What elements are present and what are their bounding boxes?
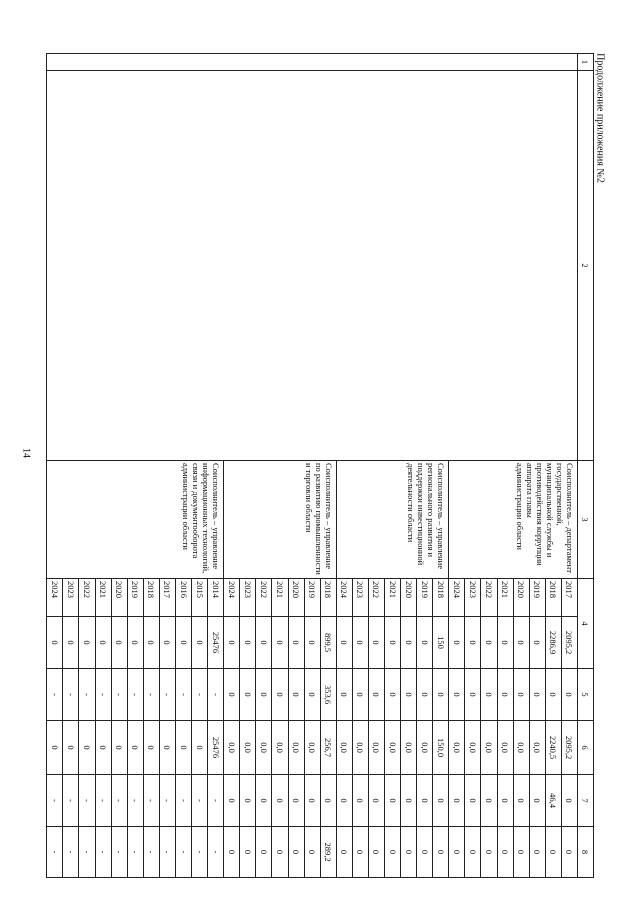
column-2-cell <box>47 71 578 461</box>
value-cell: - <box>175 775 191 827</box>
column-number: 2 <box>577 71 593 461</box>
value-cell: 0 <box>513 827 529 878</box>
value-cell: 0 <box>192 721 208 775</box>
year-cell: 2018 <box>143 579 159 617</box>
value-cell: 0,0 <box>352 721 368 775</box>
column-number: 5 <box>577 669 593 721</box>
value-cell: 0 <box>272 617 288 669</box>
value-cell: - <box>192 827 208 878</box>
value-cell: 0 <box>545 827 561 878</box>
value-cell: 0 <box>175 617 191 669</box>
value-cell: 0 <box>401 775 417 827</box>
value-cell: 0 <box>336 617 352 669</box>
value-cell: 0 <box>529 617 545 669</box>
value-cell: 46,4 <box>545 775 561 827</box>
value-cell: 0 <box>127 617 143 669</box>
value-cell: - <box>175 827 191 878</box>
value-cell: 0,0 <box>465 721 481 775</box>
value-cell: 0 <box>481 617 497 669</box>
year-cell: 2022 <box>79 579 95 617</box>
value-cell: 25476 <box>208 721 224 775</box>
value-cell: 0 <box>288 827 304 878</box>
year-cell: 2017 <box>561 579 577 617</box>
value-cell: 0 <box>288 617 304 669</box>
value-cell: - <box>47 775 63 827</box>
value-cell: 0,0 <box>224 721 240 775</box>
value-cell: 0 <box>175 721 191 775</box>
year-cell: 2018 <box>433 579 449 617</box>
value-cell: 0 <box>111 721 127 775</box>
value-cell: 0 <box>288 775 304 827</box>
value-cell: - <box>95 775 111 827</box>
year-cell: 2021 <box>95 579 111 617</box>
value-cell: - <box>79 827 95 878</box>
value-cell: - <box>47 827 63 878</box>
value-cell: 0 <box>481 669 497 721</box>
year-cell: 2020 <box>288 579 304 617</box>
column-1-cell <box>47 54 578 71</box>
value-cell: 0 <box>481 827 497 878</box>
value-cell: 0 <box>47 617 63 669</box>
value-cell: 0 <box>352 669 368 721</box>
value-cell: 0 <box>449 617 465 669</box>
year-cell: 2020 <box>401 579 417 617</box>
value-cell: 0 <box>449 669 465 721</box>
value-cell: 0 <box>224 775 240 827</box>
value-cell: 0 <box>352 617 368 669</box>
table-row <box>561 54 577 878</box>
value-cell: 0 <box>368 775 384 827</box>
appendix-continuation-note: Продолжение приложения №2 <box>594 53 606 183</box>
value-cell: 0 <box>561 669 577 721</box>
value-cell: 0 <box>240 617 256 669</box>
value-cell: - <box>208 775 224 827</box>
value-cell: 0 <box>47 721 63 775</box>
value-cell: 0 <box>352 775 368 827</box>
year-cell: 2015 <box>192 579 208 617</box>
year-cell: 2014 <box>208 579 224 617</box>
value-cell: 0 <box>256 669 272 721</box>
value-cell: 0 <box>513 617 529 669</box>
value-cell: 0 <box>304 617 320 669</box>
value-cell: 0,0 <box>368 721 384 775</box>
value-cell: 0 <box>497 669 513 721</box>
value-cell: 0 <box>336 775 352 827</box>
value-cell: 0 <box>352 827 368 878</box>
rotated-table-container <box>46 53 594 877</box>
value-cell: 0 <box>433 775 449 827</box>
value-cell: 0 <box>256 775 272 827</box>
value-cell: 0 <box>401 617 417 669</box>
value-cell: 0 <box>63 721 79 775</box>
value-cell: 2095,2 <box>561 721 577 775</box>
value-cell: 0 <box>497 617 513 669</box>
value-cell: - <box>79 669 95 721</box>
year-cell: 2017 <box>159 579 175 617</box>
value-cell: 0,0 <box>240 721 256 775</box>
year-cell: 2018 <box>545 579 561 617</box>
year-cell: 2022 <box>481 579 497 617</box>
value-cell: 0 <box>127 721 143 775</box>
value-cell: 0 <box>159 617 175 669</box>
value-cell: 0 <box>79 617 95 669</box>
value-cell: 0 <box>529 775 545 827</box>
year-cell: 2024 <box>224 579 240 617</box>
column-number: 7 <box>577 775 593 827</box>
year-cell: 2023 <box>63 579 79 617</box>
value-cell: - <box>111 827 127 878</box>
value-cell: 0 <box>497 775 513 827</box>
value-cell: 0 <box>95 721 111 775</box>
column-number: 1 <box>577 54 593 71</box>
year-cell: 2019 <box>417 579 433 617</box>
value-cell: 0 <box>192 617 208 669</box>
table-body <box>47 54 594 878</box>
value-cell: 0 <box>449 827 465 878</box>
value-cell: 150 <box>433 617 449 669</box>
value-cell: 2240,5 <box>545 721 561 775</box>
value-cell: 0 <box>561 827 577 878</box>
value-cell: 899,5 <box>320 617 336 669</box>
value-cell: 0 <box>513 775 529 827</box>
year-cell: 2024 <box>336 579 352 617</box>
value-cell: - <box>63 775 79 827</box>
value-cell: - <box>95 827 111 878</box>
value-cell: 0 <box>384 775 400 827</box>
value-cell: 0 <box>513 669 529 721</box>
year-cell: 2020 <box>111 579 127 617</box>
value-cell: 0,0 <box>304 721 320 775</box>
year-cell: 2021 <box>384 579 400 617</box>
year-cell: 2021 <box>272 579 288 617</box>
value-cell: 0 <box>304 827 320 878</box>
value-cell: 0 <box>240 827 256 878</box>
value-cell: - <box>175 669 191 721</box>
value-cell: 353,6 <box>320 669 336 721</box>
year-cell: 2019 <box>304 579 320 617</box>
value-cell: 0 <box>368 827 384 878</box>
value-cell: 0 <box>465 617 481 669</box>
value-cell: 0,0 <box>417 721 433 775</box>
value-cell: 0 <box>417 669 433 721</box>
value-cell: 0 <box>465 669 481 721</box>
value-cell: - <box>95 669 111 721</box>
value-cell: - <box>192 775 208 827</box>
value-cell: 0 <box>481 775 497 827</box>
year-cell: 2023 <box>352 579 368 617</box>
year-cell: 2016 <box>175 579 191 617</box>
value-cell: 0,0 <box>481 721 497 775</box>
year-cell: 2019 <box>529 579 545 617</box>
value-cell: - <box>47 669 63 721</box>
value-cell: 0 <box>384 827 400 878</box>
value-cell: 0 <box>545 669 561 721</box>
year-cell: 2023 <box>240 579 256 617</box>
value-cell: 2286,9 <box>545 617 561 669</box>
value-cell: 0,0 <box>288 721 304 775</box>
value-cell: 0 <box>449 775 465 827</box>
value-cell: 0 <box>288 669 304 721</box>
value-cell: 0,0 <box>256 721 272 775</box>
value-cell: 0 <box>256 827 272 878</box>
value-cell: - <box>127 669 143 721</box>
value-cell: - <box>127 827 143 878</box>
value-cell: - <box>127 775 143 827</box>
column-number-row <box>577 54 593 878</box>
value-cell: 0 <box>95 617 111 669</box>
value-cell: 0,0 <box>272 721 288 775</box>
value-cell: 0 <box>465 775 481 827</box>
value-cell: 0 <box>433 827 449 878</box>
value-cell: 0,0 <box>513 721 529 775</box>
column-number: 4 <box>577 579 593 669</box>
value-cell: 0 <box>79 721 95 775</box>
year-cell: 2020 <box>513 579 529 617</box>
value-cell: 0 <box>256 617 272 669</box>
year-cell: 2023 <box>465 579 481 617</box>
value-cell: 25476 <box>208 617 224 669</box>
value-cell: - <box>159 827 175 878</box>
value-cell: - <box>63 669 79 721</box>
value-cell: 0,0 <box>384 721 400 775</box>
year-cell: 2019 <box>127 579 143 617</box>
value-cell: 0 <box>304 775 320 827</box>
value-cell: 0 <box>336 827 352 878</box>
value-cell: 0 <box>240 669 256 721</box>
value-cell: - <box>159 775 175 827</box>
value-cell: 0 <box>561 775 577 827</box>
value-cell: 0 <box>529 827 545 878</box>
column-number: 8 <box>577 827 593 878</box>
value-cell: 0 <box>529 669 545 721</box>
value-cell: 0,0 <box>449 721 465 775</box>
value-cell: 0,0 <box>401 721 417 775</box>
value-cell: 2095,2 <box>561 617 577 669</box>
year-cell: 2022 <box>368 579 384 617</box>
executor-cell: Соисполнитель – департамент государственной, муниципальной службы и противодействия коррупции аппарата главы администрации области <box>449 461 578 579</box>
value-cell: - <box>111 669 127 721</box>
value-cell: 0 <box>384 617 400 669</box>
value-cell: 0 <box>272 775 288 827</box>
value-cell: - <box>208 827 224 878</box>
value-cell: - <box>143 827 159 878</box>
value-cell: 0 <box>111 617 127 669</box>
year-cell: 2024 <box>449 579 465 617</box>
value-cell: 0 <box>465 827 481 878</box>
value-cell: 0 <box>143 721 159 775</box>
year-cell: 2018 <box>320 579 336 617</box>
value-cell: 150,0 <box>433 721 449 775</box>
value-cell: 0 <box>224 669 240 721</box>
value-cell: 0 <box>417 617 433 669</box>
year-cell: 2024 <box>47 579 63 617</box>
value-cell: 0,0 <box>497 721 513 775</box>
value-cell: 0 <box>320 775 336 827</box>
column-number: 6 <box>577 721 593 775</box>
value-cell: - <box>63 827 79 878</box>
value-cell: 0,0 <box>336 721 352 775</box>
value-cell: - <box>192 669 208 721</box>
value-cell: 289,2 <box>320 827 336 878</box>
value-cell: 0 <box>433 669 449 721</box>
value-cell: 0 <box>497 827 513 878</box>
value-cell: 0 <box>304 669 320 721</box>
value-cell: 0 <box>417 775 433 827</box>
value-cell: - <box>79 775 95 827</box>
value-cell: 0 <box>272 669 288 721</box>
value-cell: 0 <box>272 827 288 878</box>
value-cell: 256,7 <box>320 721 336 775</box>
executor-cell: Соисполнитель – управление по развитию промышленности и торговли области <box>224 461 337 579</box>
value-cell: 0 <box>368 669 384 721</box>
value-cell: 0,0 <box>529 721 545 775</box>
value-cell: 0 <box>224 617 240 669</box>
value-cell: 0 <box>417 827 433 878</box>
value-cell: - <box>208 669 224 721</box>
value-cell: 0 <box>224 827 240 878</box>
page-number: 14 <box>20 448 32 458</box>
value-cell: 0 <box>336 669 352 721</box>
value-cell: - <box>143 669 159 721</box>
value-cell: 0 <box>159 721 175 775</box>
value-cell: 0 <box>384 669 400 721</box>
value-cell: 0 <box>240 775 256 827</box>
column-number: 3 <box>577 461 593 579</box>
value-cell: 0 <box>401 669 417 721</box>
value-cell: - <box>159 669 175 721</box>
value-cell: - <box>143 775 159 827</box>
value-cell: 0 <box>401 827 417 878</box>
budget-table <box>46 53 594 878</box>
value-cell: - <box>111 775 127 827</box>
executor-cell: Соисполнитель – управление регионального развития и поддержки инвестиционной деятельности области <box>336 461 449 579</box>
year-cell: 2022 <box>256 579 272 617</box>
value-cell: 0 <box>63 617 79 669</box>
value-cell: 0 <box>368 617 384 669</box>
value-cell: 0 <box>143 617 159 669</box>
executor-cell: Соисполнитель – управление информационных технологий, связи и документооборота администрации области <box>47 461 224 579</box>
year-cell: 2021 <box>497 579 513 617</box>
